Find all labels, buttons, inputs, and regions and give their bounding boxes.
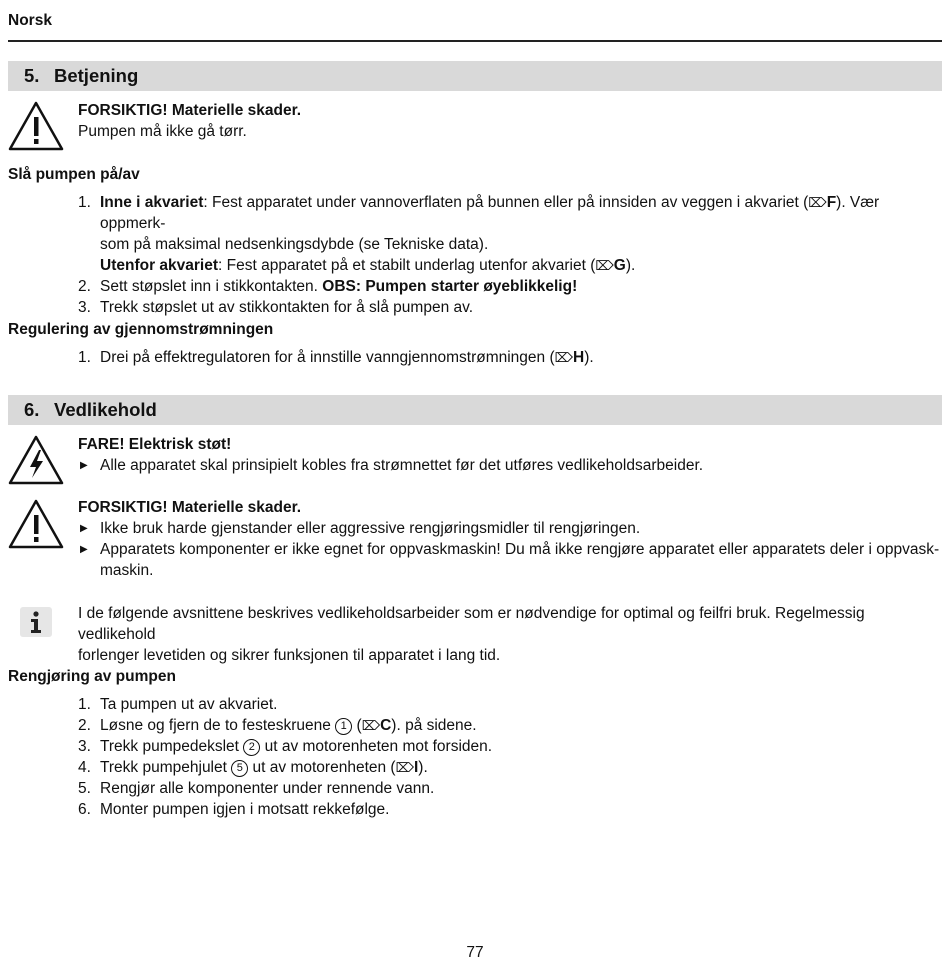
- flow-steps: [78, 347, 940, 368]
- list-item: [78, 539, 940, 581]
- part-number-badge: 2: [243, 739, 260, 756]
- info-icon: [20, 607, 52, 643]
- list-item: [78, 799, 940, 820]
- caution-block: [78, 497, 940, 581]
- step-text: (: [352, 717, 362, 734]
- step-text: Trekk pumpehjulet: [100, 759, 232, 776]
- list-item: [78, 757, 940, 778]
- figure-ref: G: [613, 257, 626, 274]
- list-item: [78, 518, 940, 539]
- list-item: [78, 694, 940, 715]
- step-text: Drei på effektregulatoren for å innstille vanngjennomstrømningen (: [100, 349, 555, 366]
- step-text: ). på sidene.: [391, 717, 477, 734]
- bullet-text: Ikke bruk harde gjenstander eller aggressive rengjøringsmidler til rengjøringen.: [100, 520, 641, 537]
- warning-title: FORSIKTIG! Materielle skader.: [78, 102, 302, 119]
- figure-ref: I: [413, 759, 419, 776]
- step-number: 1.: [78, 349, 91, 366]
- warning-block: [78, 100, 301, 142]
- step-text: Trekk pumpedekslet: [100, 738, 244, 755]
- onoff-steps: [78, 192, 940, 318]
- subheading-flow: Regulering av gjennomstrømningen: [8, 321, 274, 338]
- list-item: [78, 276, 940, 297]
- step-text: : Fest apparatet på et stabilt underlag utenfor akvariet (: [218, 257, 596, 274]
- step-number: 1.: [78, 696, 91, 713]
- subheading-cleaning: Rengjøring av pumpen: [8, 668, 176, 685]
- step-alert: OBS: Pumpen starter øyeblikkelig!: [322, 278, 578, 295]
- list-item: [78, 455, 940, 476]
- bullet-text: Apparatets komponenter er ikke egnet for oppvaskmaskin! Du må ikke rengjøre apparatet eller apparatets deler i oppvask-: [100, 541, 940, 558]
- page-number: 77: [466, 944, 484, 961]
- cleaning-steps: [78, 694, 940, 820]
- step-text: Monter pumpen igjen i motsatt rekkefølge.: [100, 801, 390, 818]
- info-line: I de følgende avsnittene beskrives vedlikeholdsarbeider som er nødvendige for optimal og feilfri bruk. Regelmessig vedlikehold: [78, 605, 865, 643]
- list-item: [78, 347, 940, 368]
- figure-ref: H: [573, 349, 585, 366]
- figure-reference-icon: ⌦: [554, 350, 574, 365]
- section-title: Betjening: [54, 65, 139, 86]
- step-text: ).: [418, 759, 428, 776]
- bullet-icon: ▶: [80, 523, 88, 534]
- step-label: Utenfor akvariet: [100, 257, 219, 274]
- danger-block: [78, 434, 940, 476]
- section-title: Vedlikehold: [54, 399, 157, 420]
- figure-reference-icon: ⌦: [395, 760, 414, 775]
- section-number: 6.: [24, 399, 40, 420]
- step-text: Løsne og fjern de to festeskruene: [100, 717, 336, 734]
- step-text: ).: [625, 257, 636, 274]
- info-text: [78, 603, 940, 666]
- step-text: ).: [584, 349, 594, 366]
- step-number: 1.: [78, 194, 91, 211]
- list-item: [78, 192, 940, 276]
- step-text: Ta pumpen ut av akvariet.: [100, 696, 278, 713]
- step-text: Rengjør alle komponenter under rennende vann.: [100, 780, 435, 797]
- language-label: Norsk: [8, 12, 52, 29]
- bullet-icon: ▶: [80, 460, 88, 471]
- figure-ref: C: [380, 717, 392, 734]
- step-text: Trekk støpslet ut av stikkontakten for å slå pumpen av.: [100, 299, 474, 316]
- list-item: [78, 778, 940, 799]
- electric-hazard-icon: [8, 434, 64, 492]
- step-number: 3.: [78, 299, 91, 316]
- subheading-on-off: Slå pumpen på/av: [8, 166, 140, 183]
- warning-triangle-icon: [8, 498, 64, 556]
- section-header-vedlikehold: [8, 395, 942, 425]
- figure-reference-icon: ⌦: [808, 195, 827, 210]
- step-text: ). Vær oppmerk-: [100, 194, 880, 232]
- figure-reference-icon: ⌦: [361, 718, 381, 733]
- list-item: [78, 715, 940, 736]
- step-text: ut av motorenheten mot forsiden.: [260, 738, 493, 755]
- step-number: 5.: [78, 780, 91, 797]
- caution-title: FORSIKTIG! Materielle skader.: [78, 499, 302, 516]
- step-text: : Fest apparatet under vannoverflaten på bunnen eller på innsiden av veggen i akvariet (: [203, 194, 809, 211]
- part-number-badge: 1: [335, 718, 352, 735]
- info-line: forlenger levetiden og sikrer funksjonen til apparatet i lang tid.: [78, 647, 501, 664]
- warning-text: Pumpen må ikke gå tørr.: [78, 123, 247, 140]
- bullet-text: Alle apparatet skal prinsipielt kobles fra strømnettet før det utføres vedlikeholdsarbeider.: [100, 457, 704, 474]
- step-number: 2.: [78, 717, 91, 734]
- warning-triangle-icon: [8, 100, 64, 158]
- figure-reference-icon: ⌦: [595, 258, 614, 273]
- step-text: som på maksimal nedsenkingsdybde (se Tekniske data).: [100, 236, 489, 253]
- step-number: 3.: [78, 738, 91, 755]
- step-number: 4.: [78, 759, 91, 776]
- step-number: 6.: [78, 801, 91, 818]
- step-label: Inne i akvariet: [100, 194, 204, 211]
- section-header-betjening: [8, 61, 942, 91]
- part-number-badge: 5: [231, 760, 248, 777]
- list-item: [78, 736, 940, 757]
- step-text: ut av motorenheten (: [248, 759, 396, 776]
- step-number: 2.: [78, 278, 91, 295]
- bullet-icon: ▶: [80, 544, 88, 555]
- danger-title: FARE! Elektrisk støt!: [78, 436, 232, 453]
- section-number: 5.: [24, 65, 40, 86]
- bullet-text: maskin.: [100, 562, 154, 579]
- list-item: [78, 297, 940, 318]
- step-text: Sett støpslet inn i stikkontakten.: [100, 278, 323, 295]
- header-rule: [8, 40, 942, 42]
- figure-ref: F: [826, 194, 837, 211]
